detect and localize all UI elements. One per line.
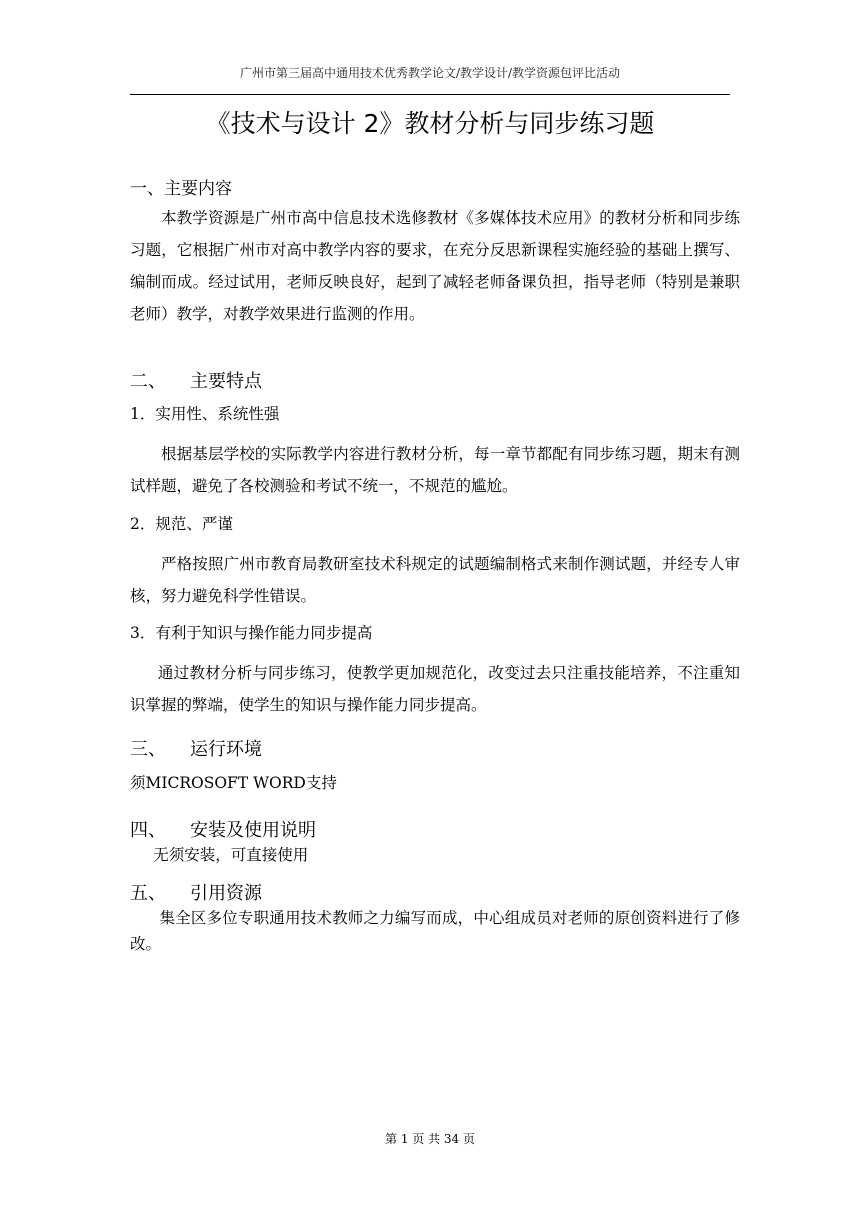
- feature-item: [130, 508, 740, 612]
- section-body: 无须安装，可直接使用: [153, 846, 309, 864]
- section-body: 集全区多位专职通用技术教师之力编写而成，中心组成员对老师的原创资料进行了修改。: [130, 909, 740, 953]
- section-main-content: [130, 174, 740, 199]
- section-features: [130, 367, 740, 393]
- section-body: 须MICROSOFT WORD支持: [130, 774, 337, 792]
- section-title: 主要特点: [190, 371, 262, 392]
- section-install: [130, 816, 740, 868]
- section-number: 一、: [130, 179, 164, 199]
- section-heading: [130, 367, 740, 393]
- section-body: 本教学资源是广州市高中信息技术选修教材《多媒体技术应用》的教材分析和同步练习题，它根据广州市对高中教学内容的要求，在充分反思新课程实施经验的基础上撰写、编制而成。经过试用，老师反映良好，起到了减轻老师备课负担，指导老师（特别是兼职老师）教学，对教学效果进行监测的作用。: [130, 209, 740, 323]
- page-header: 广州市第三届高中通用技术优秀教学论文/教学设计/教学资源包评比活动: [239, 66, 621, 80]
- section-environment: [130, 735, 740, 799]
- feature-label: 3．有利于知识与操作能力同步提高: [130, 624, 373, 642]
- feature-item: [130, 398, 740, 502]
- feature-body: 通过教材分析与同步练习，使教学更加规范化，改变过去只注重技能培养，不注重知识掌握的弊端，使学生的知识与操作能力同步提高。: [130, 664, 740, 714]
- section-number: 三、: [130, 739, 166, 760]
- feature-label: 2．规范、严谨: [130, 515, 233, 533]
- section-heading: [130, 174, 740, 199]
- page-footer: 第 1 页 共 34 页: [385, 1132, 475, 1146]
- document-title: 《技术与设计 2》教材分析与同步练习题: [205, 109, 655, 138]
- section-heading: [130, 735, 740, 761]
- section-title: 安装及使用说明: [190, 820, 316, 841]
- section-number: 四、: [130, 820, 166, 841]
- section-heading: [130, 879, 740, 905]
- feature-body: 根据基层学校的实际教学内容进行教材分析，每一章节都配有同步练习题，期末有测试样题，避免了各校测验和考试不统一，不规范的尴尬。: [130, 445, 740, 495]
- section-heading: [130, 816, 740, 842]
- section-number: 五、: [130, 883, 166, 904]
- section-title: 主要内容: [164, 179, 232, 199]
- feature-item: [130, 617, 740, 721]
- section-title: 运行环境: [190, 739, 262, 760]
- feature-body: 严格按照广州市教育局教研室技术科规定的试题编制格式来制作测试题，并经专人审核，努力避免科学性错误。: [130, 555, 740, 605]
- section-resources: [130, 879, 740, 957]
- section-number: 二、: [130, 371, 166, 392]
- section-title: 引用资源: [190, 883, 262, 904]
- feature-label: 1．实用性、系统性强: [130, 405, 280, 423]
- section-main-content-body-wrap: [130, 202, 740, 330]
- header-rule: [130, 94, 730, 95]
